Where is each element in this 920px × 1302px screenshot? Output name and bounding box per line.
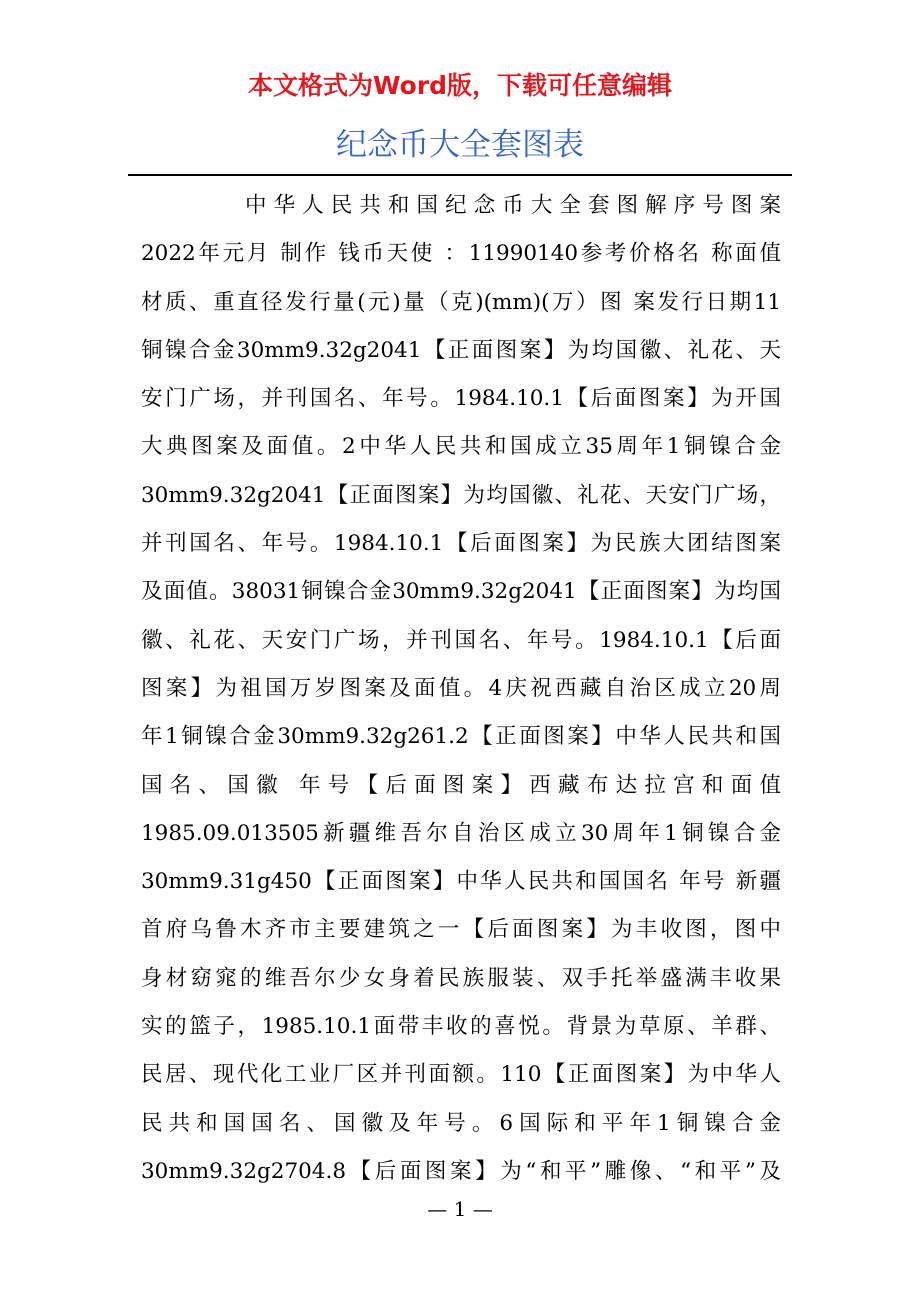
header-divider [128,174,792,176]
body-line: 材质、重直径发行量(元)量（克)(mm)(万）图 案发行日期11 [141,289,781,315]
body-line: 中华人民共和国纪念币大全套图解序号图案 [245,193,781,218]
body-line: 及面值。38031铜镍合金30mm9.32g2041【正面图案】为均国 [141,579,781,605]
body-line: 民居、现代化工业厂区并刊面额。110【正面图案】为中华人 [141,1062,781,1088]
body-line: 安门广场，并刊国名、年号。1984.10.1【后面图案】为开国 [141,386,781,412]
body-line: 1985.09.013505新疆维吾尔自治区成立30周年1铜镍合金 [141,820,781,846]
body-line: 30mm9.31g450【正面图案】中华人民共和国国名 年号 新疆 [141,869,781,895]
body-line: 铜镍合金30mm9.32g2041【正面图案】为均国徽、礼花、天 [141,337,781,363]
body-line: 并刊国名、年号。1984.10.1【后面图案】为民族大团结图案 [141,531,781,557]
body-line: 徽、礼花、天安门广场，并刊国名、年号。1984.10.1【后面 [141,627,781,653]
body-line: 图案】为祖国万岁图案及面值。4庆祝西藏自治区成立20周 [141,675,781,701]
body-line: 民共和国国名、国徽及年号。6国际和平年1铜镍合金 [141,1110,781,1136]
page-number: — 1 — [427,1197,493,1221]
body-line: 身材窈窕的维吾尔少女身着民族服装、双手托举盛满丰收果 [141,965,781,991]
body-line: 2022年元月 制作 钱币天使 ：11990140参考价格名 称面值 [141,241,781,267]
download-banner: 本文格式为Word版，下载可任意编辑 [247,71,673,100]
body-line: 30mm9.32g2704.8【后面图案】为“和平”雕像、“和平”及 [141,1158,781,1184]
body-line: 年1铜镍合金30mm9.32g261.2【正面图案】中华人民共和国 [141,724,781,750]
body-line: 实的篮子，1985.10.1面带丰收的喜悦。背景为草原、羊群、 [141,1014,781,1040]
body-line: 大典图案及面值。2中华人民共和国成立35周年1铜镍合金 [141,434,781,460]
document-body [141,182,781,1196]
body-line: 首府乌鲁木齐市主要建筑之一【后面图案】为丰收图，图中 [141,917,781,943]
document-title: 纪念币大全套图表 [336,127,584,163]
body-line: 30mm9.32g2041【正面图案】为均国徽、礼花、天安门广场， [141,482,781,508]
body-line: 国名、国徽 年号【后面图案】西藏布达拉宫和面值 [141,772,781,798]
